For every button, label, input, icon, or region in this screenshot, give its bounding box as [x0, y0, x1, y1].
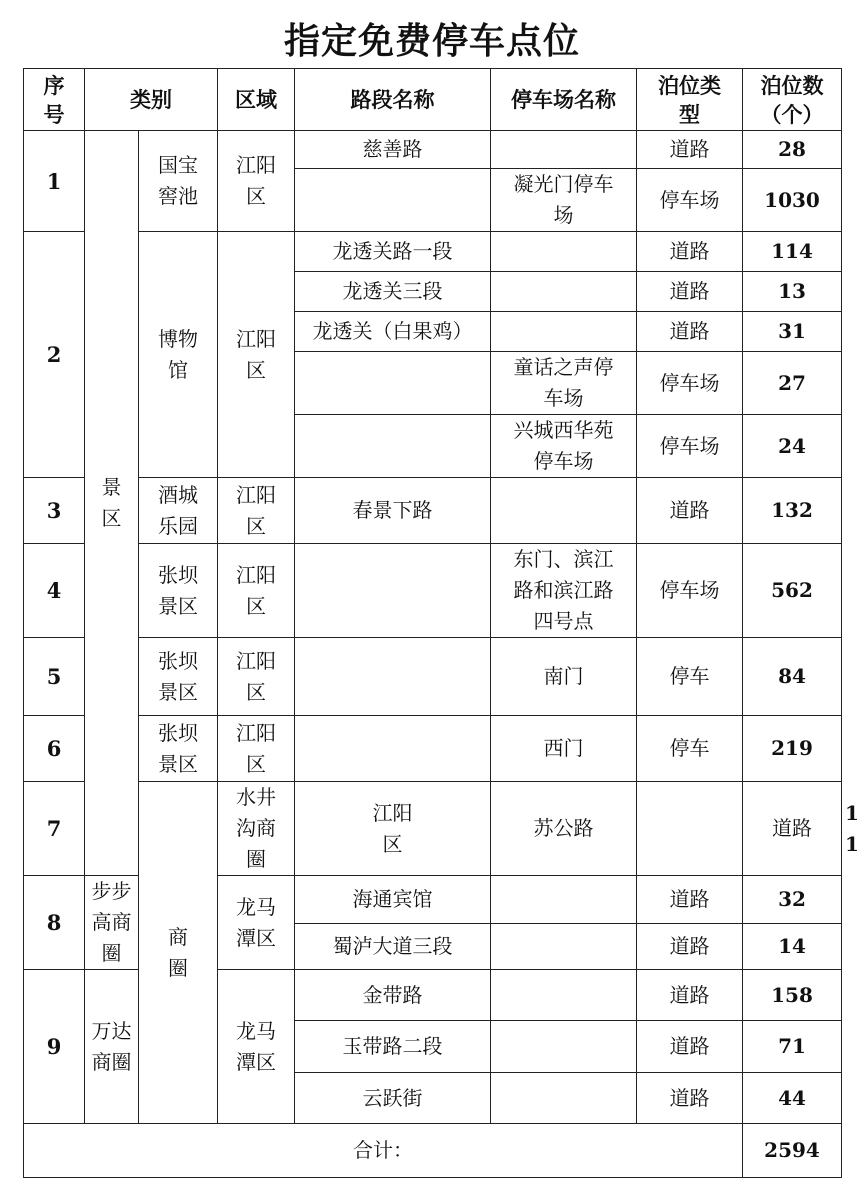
road-cell: 云跃街	[295, 1073, 491, 1124]
district-cell: 江阳 区	[218, 131, 295, 232]
total-row	[24, 1124, 842, 1178]
seq-cell: 9	[24, 970, 85, 1124]
area-cell: 张坝 景区	[139, 716, 218, 782]
area-cell: 步步 高商 圈	[85, 876, 139, 970]
count-cell: 132	[743, 478, 842, 544]
road-cell: 玉带路二段	[295, 1021, 491, 1073]
page-title: 指定免费停车点位	[283, 20, 580, 62]
type-cell: 道路	[637, 312, 743, 352]
category-cell-business: 商 圈	[139, 782, 218, 1124]
type-cell: 道路	[637, 131, 743, 169]
type-cell: 道路	[637, 876, 743, 924]
count-cell: 27	[743, 352, 842, 415]
lot-cell	[491, 876, 637, 924]
road-cell: 龙透关（白果鸡）	[295, 312, 491, 352]
header-row	[24, 69, 842, 131]
count-cell: 84	[743, 638, 842, 716]
area-cell: 水井 沟商 圈	[218, 782, 295, 876]
header-seq: 序 号	[24, 69, 85, 131]
table-row	[24, 478, 842, 544]
table-row	[24, 544, 842, 638]
type-cell: 停车场	[637, 415, 743, 478]
lot-cell	[491, 478, 637, 544]
area-cell: 国宝 窖池	[139, 131, 218, 232]
area-cell: 博物 馆	[139, 232, 218, 478]
table-row: 7 商 圈 水井 沟商 圈 江阳 区 苏公路 道路 11	[24, 782, 842, 876]
road-cell	[295, 716, 491, 782]
count-cell: 32	[743, 876, 842, 924]
table-row	[24, 716, 842, 782]
count-cell: 1030	[743, 169, 842, 232]
table-row	[24, 232, 842, 272]
road-cell: 春景下路	[295, 478, 491, 544]
count-cell: 114	[743, 232, 842, 272]
count-cell: 14	[743, 923, 842, 970]
lot-cell	[491, 131, 637, 169]
seq-cell: 1	[24, 131, 85, 232]
lot-cell	[491, 923, 637, 970]
area-cell: 张坝 景区	[139, 544, 218, 638]
count-cell: 71	[743, 1021, 842, 1073]
road-cell	[295, 352, 491, 415]
type-cell: 道路	[637, 970, 743, 1021]
lot-cell	[491, 232, 637, 272]
seq-cell: 5	[24, 638, 85, 716]
area-cell: 酒城 乐园	[139, 478, 218, 544]
road-cell: 慈善路	[295, 131, 491, 169]
lot-cell	[491, 312, 637, 352]
road-cell: 海通宾馆	[295, 876, 491, 924]
parking-table	[23, 68, 859, 1178]
area-cell: 张坝 景区	[139, 638, 218, 716]
road-cell	[295, 544, 491, 638]
count-cell: 44	[743, 1073, 842, 1124]
district-cell: 江阳 区	[218, 716, 295, 782]
lot-cell: 东门、滨江 路和滨江路 四号点	[491, 544, 637, 638]
district-cell: 江阳 区	[218, 544, 295, 638]
count-cell: 158	[743, 970, 842, 1021]
type-cell: 停车	[637, 716, 743, 782]
road-cell: 金带路	[295, 970, 491, 1021]
total-label: 合计：	[24, 1124, 743, 1178]
seq-cell: 7	[24, 782, 85, 876]
road-cell: 蜀泸大道三段	[295, 923, 491, 970]
district-cell: 江阳 区	[218, 478, 295, 544]
header-lot: 停车场名称	[491, 69, 637, 131]
header-district: 区域	[218, 69, 295, 131]
lot-cell	[491, 1073, 637, 1124]
lot-cell	[491, 272, 637, 312]
header-category: 类别	[85, 69, 218, 131]
table-row	[24, 638, 842, 716]
road-cell: 龙透关三段	[295, 272, 491, 312]
district-cell: 龙马 潭区	[218, 876, 295, 970]
header-type: 泊位类 型	[637, 69, 743, 131]
road-cell	[295, 638, 491, 716]
type-cell: 道路	[637, 1021, 743, 1073]
lot-cell: 兴城西华苑 停车场	[491, 415, 637, 478]
lot-cell: 童话之声停 车场	[491, 352, 637, 415]
count-cell: 31	[743, 312, 842, 352]
road-cell	[295, 169, 491, 232]
seq-cell: 8	[24, 876, 85, 970]
table-row	[24, 131, 842, 169]
road-cell	[295, 415, 491, 478]
type-cell: 道路	[637, 272, 743, 312]
district-cell: 江阳 区	[295, 782, 491, 876]
type-cell: 道路	[637, 232, 743, 272]
lot-cell	[491, 970, 637, 1021]
count-cell: 562	[743, 544, 842, 638]
category-cell-scenic: 景 区	[85, 131, 139, 876]
count-cell: 28	[743, 131, 842, 169]
type-cell: 道路	[637, 478, 743, 544]
lot-cell: 南门	[491, 638, 637, 716]
area-cell: 万达 商圈	[85, 970, 139, 1124]
header-count: 泊位数 （个）	[743, 69, 842, 131]
seq-cell: 6	[24, 716, 85, 782]
road-cell: 苏公路	[491, 782, 637, 876]
district-cell: 江阳 区	[218, 232, 295, 478]
district-cell: 龙马 潭区	[218, 970, 295, 1124]
lot-cell	[637, 782, 743, 876]
road-cell: 龙透关路一段	[295, 232, 491, 272]
lot-cell: 凝光门停车 场	[491, 169, 637, 232]
type-cell: 停车	[637, 638, 743, 716]
seq-cell: 2	[24, 232, 85, 478]
count-cell: 24	[743, 415, 842, 478]
type-cell: 停车场	[637, 352, 743, 415]
type-cell: 停车场	[637, 544, 743, 638]
type-cell: 道路	[637, 923, 743, 970]
count-cell: 219	[743, 716, 842, 782]
lot-cell	[491, 1021, 637, 1073]
lot-cell: 西门	[491, 716, 637, 782]
type-cell: 道路	[743, 782, 842, 876]
seq-cell: 3	[24, 478, 85, 544]
seq-cell: 4	[24, 544, 85, 638]
total-value: 2594	[743, 1124, 842, 1178]
count-cell: 13	[743, 272, 842, 312]
type-cell: 停车场	[637, 169, 743, 232]
district-cell: 江阳 区	[218, 638, 295, 716]
type-cell: 道路	[637, 1073, 743, 1124]
header-road: 路段名称	[295, 69, 491, 131]
